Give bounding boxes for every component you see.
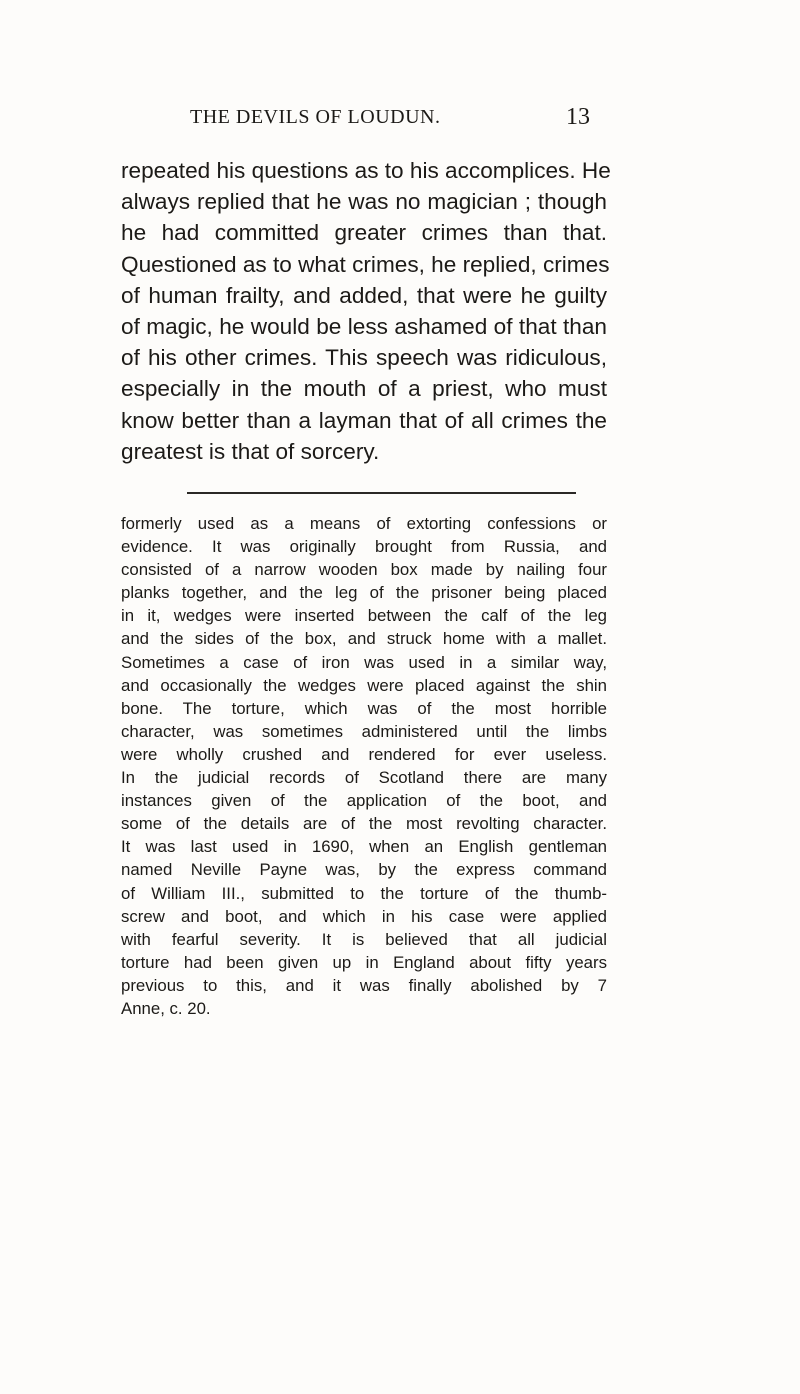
footnote-line: character, was sometimes administered until the limbs <box>121 721 607 741</box>
footnote-line: named Neville Payne was, by the express command <box>121 860 607 880</box>
footnote-line: In the judicial records of Scotland there are many <box>121 768 607 788</box>
footnote-line: Sometimes a case of iron was used in a similar way, <box>121 652 607 672</box>
running-title: THE DEVILS OF LOUDUN. <box>190 106 441 128</box>
footnote-line: screw and boot, and which in his case were applied <box>121 906 607 926</box>
body-line: especially in the mouth of a priest, who must <box>121 376 607 402</box>
footnote-line: and the sides of the box, and struck home with a mallet. <box>121 629 607 649</box>
body-line: he had committed greater crimes than that. <box>121 220 607 246</box>
footnote-line: of William III., submitted to the torture of the thumb- <box>121 883 607 903</box>
footnote-line: previous to this, and it was finally abolished by 7 <box>121 975 607 995</box>
footnote-line: in it, wedges were inserted between the calf of the leg <box>121 606 607 626</box>
body-line: always replied that he was no magician ; though <box>121 189 607 215</box>
footnote <box>121 512 607 1020</box>
page-number: 13 <box>566 104 590 130</box>
body-line: greatest is that of sorcery. <box>121 438 380 464</box>
footnote-line: torture had been given up in England about fifty years <box>121 952 607 972</box>
body-line: Questioned as to what crimes, he replied, crimes <box>121 251 610 277</box>
footnote-line: were wholly crushed and rendered for ever useless. <box>121 744 607 764</box>
footnote-line: It was last used in 1690, when an English gentleman <box>121 837 607 857</box>
body-paragraph <box>121 155 611 467</box>
body-line: of his other crimes. This speech was ridiculous, <box>121 345 607 371</box>
body-line: of human frailty, and added, that were he guilty <box>121 282 607 308</box>
footnote-line: bone. The torture, which was of the most horrible <box>121 698 607 718</box>
body-line: know better than a layman that of all crimes the <box>121 407 607 433</box>
footnote-line: instances given of the application of the boot, and <box>121 791 607 811</box>
footnote-line: Anne, c. 20. <box>121 998 211 1018</box>
footnote-line: some of the details are of the most revolting character. <box>121 814 607 834</box>
footnote-divider <box>187 492 576 494</box>
body-line: of magic, he would be less ashamed of that than <box>121 314 607 340</box>
footnote-line: and occasionally the wedges were placed against the shin <box>121 675 607 695</box>
footnote-line: evidence. It was originally brought from Russia, and <box>121 537 607 557</box>
body-line: repeated his questions as to his accomplices. He <box>121 158 611 183</box>
footnote-line: formerly used as a means of extorting confessions or <box>121 514 607 533</box>
footnote-line: with fearful severity. It is believed that all judicial <box>121 929 607 949</box>
footnote-line: planks together, and the leg of the prisoner being placed <box>121 583 607 603</box>
footnote-line: consisted of a narrow wooden box made by nailing four <box>121 560 607 580</box>
